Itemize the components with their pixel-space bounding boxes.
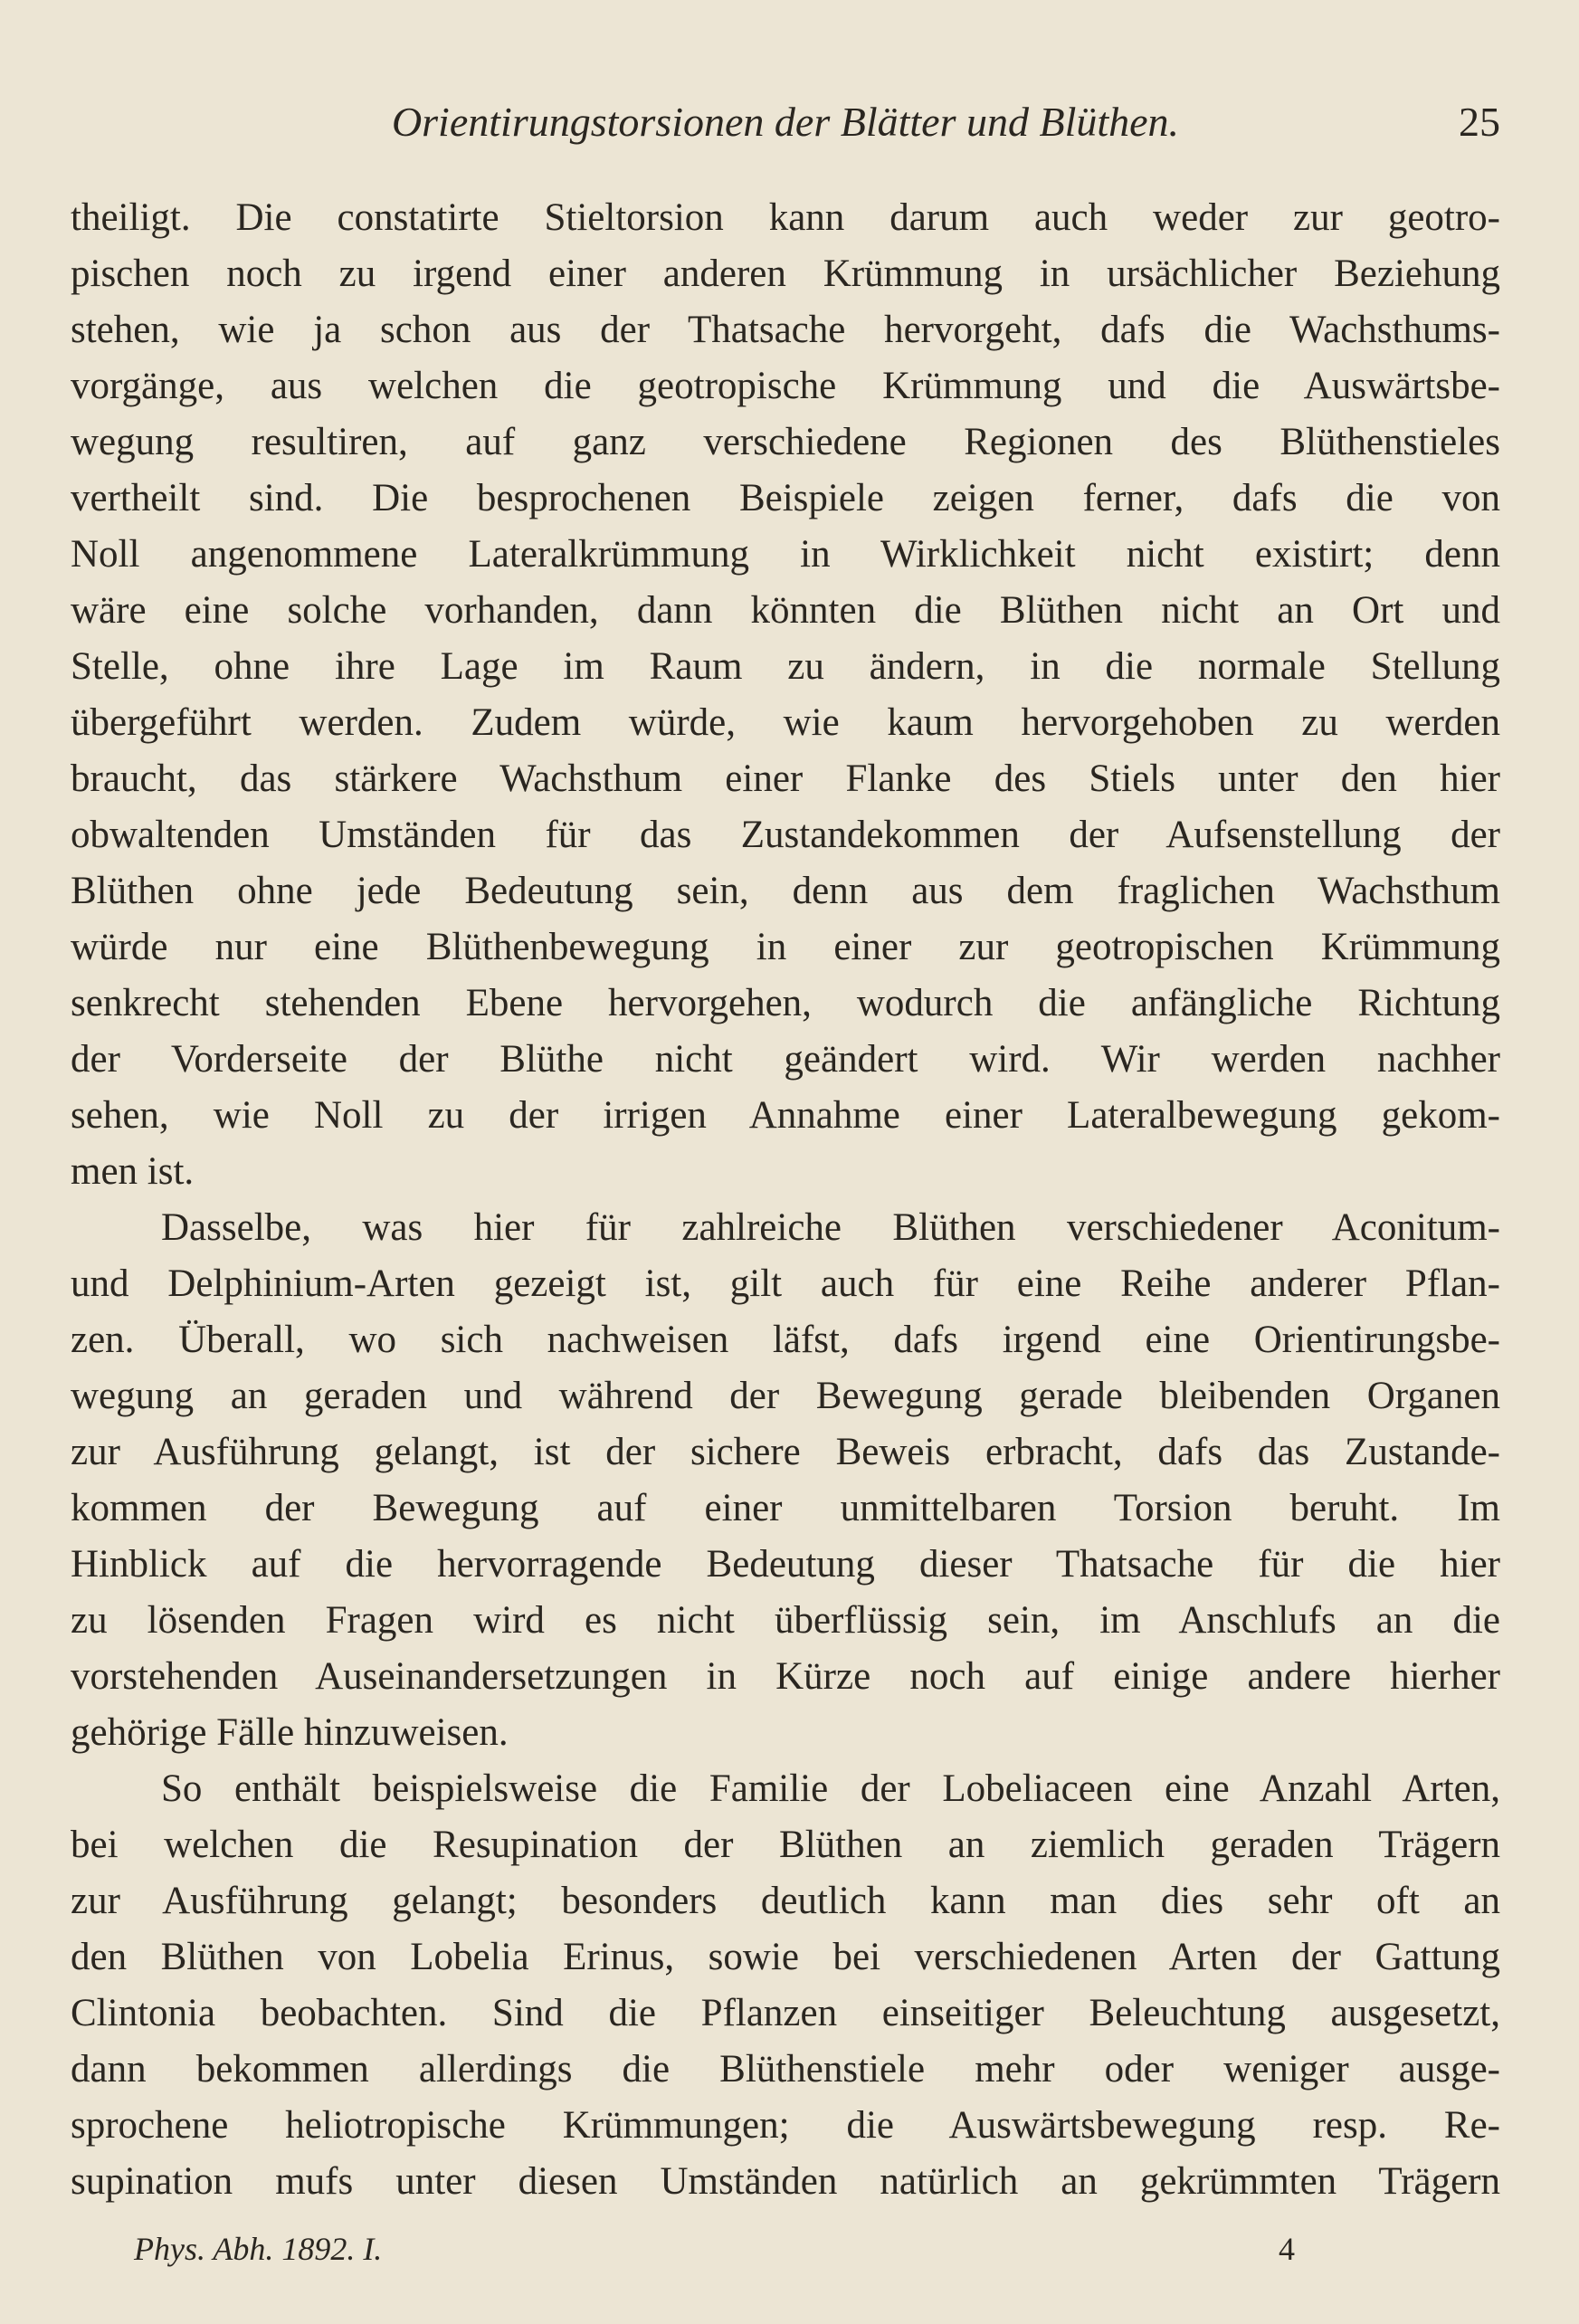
text-line: und Delphinium-Arten gezeigt ist, gilt auch für eine Reihe anderer Pflan- (71, 1262, 1500, 1305)
text-line: obwaltenden Umständen für das Zustandekommen der Aufsenstellung der (71, 814, 1500, 856)
text-line: supination mufs unter diesen Umständen natürlich an gekrümmten Trägern (71, 2160, 1500, 2203)
text-line: der Vorderseite der Blüthe nicht geändert wird. Wir werden nachher (71, 1038, 1500, 1081)
text-line: senkrecht stehenden Ebene hervorgehen, wodurch die anfängliche Richtung (71, 982, 1500, 1024)
text-line: stehen, wie ja schon aus der Thatsache hervorgeht, dafs die Wachsthums- (71, 309, 1500, 351)
text-line: So enthält beispielsweise die Familie der Lobeliaceen eine Anzahl Arten, (161, 1767, 1500, 1810)
text-line: braucht, das stärkere Wachsthum einer Flanke des Stiels unter den hier (71, 757, 1500, 800)
source-note: Phys. Abh. 1892. I. (134, 2231, 383, 2267)
running-title: Orientirungstorsionen der Blätter und Blüthen. (391, 99, 1180, 145)
text-line: vertheilt sind. Die besprochenen Beispiele zeigen ferner, dafs die von (71, 477, 1500, 519)
text-line: vorgänge, aus welchen die geotropische Krümmung und die Auswärtsbe- (71, 365, 1500, 407)
text-line: wegung an geraden und während der Bewegung gerade bleibenden Organen (71, 1375, 1500, 1417)
text-line: Blüthen ohne jede Bedeutung sein, denn aus dem fraglichen Wachsthum (71, 870, 1500, 912)
text-line: vorstehenden Auseinandersetzungen in Kürze noch auf einige andere hierher (71, 1655, 1500, 1698)
text-line: Stelle, ohne ihre Lage im Raum zu ändern, in die normale Stellung (71, 645, 1500, 688)
text-line: Noll angenommene Lateralkrümmung in Wirklichkeit nicht existirt; denn (71, 533, 1500, 576)
text-line: men ist. (71, 1150, 195, 1193)
text-line: zen. Überall, wo sich nachweisen läfst, dafs irgend eine Orientirungsbe- (71, 1319, 1500, 1361)
body-text (71, 190, 1500, 2210)
text-line: sprochene heliotropische Krümmungen; die Auswärtsbewegung resp. Re- (71, 2104, 1500, 2147)
page-number: 25 (1459, 99, 1500, 145)
running-header (71, 90, 1500, 154)
text-line: dann bekommen allerdings die Blüthenstiele mehr oder weniger ausge- (71, 2048, 1500, 2091)
text-line: den Blüthen von Lobelia Erinus, sowie bei verschiedenen Arten der Gattung (71, 1936, 1500, 1978)
text-line: Clintonia beobachten. Sind die Pflanzen einseitiger Beleuchtung ausgesetzt, (71, 1992, 1500, 2034)
text-line: pischen noch zu irgend einer anderen Krümmung in ursächlicher Beziehung (71, 252, 1500, 295)
text-line: gehörige Fälle hinzuweisen. (71, 1711, 509, 1754)
text-line: zur Ausführung gelangt; besonders deutlich kann man dies sehr oft an (71, 1880, 1500, 1922)
text-line: kommen der Bewegung auf einer unmittelbaren Torsion beruht. Im (71, 1487, 1500, 1529)
text-line: wäre eine solche vorhanden, dann könnten die Blüthen nicht an Ort und (71, 589, 1500, 632)
text-line: übergeführt werden. Zudem würde, wie kaum hervorgehoben zu werden (71, 701, 1500, 744)
text-line: zu lösenden Fragen wird es nicht überflüssig sein, im Anschlufs an die (71, 1599, 1500, 1642)
text-line: Dasselbe, was hier für zahlreiche Blüthen verschiedener Aconitum- (161, 1206, 1500, 1249)
text-line: zur Ausführung gelangt, ist der sichere Beweis erbracht, dafs das Zustande- (71, 1431, 1500, 1473)
text-line: wegung resultiren, auf ganz verschiedene Regionen des Blüthenstieles (71, 421, 1500, 463)
signature-mark: 4 (1279, 2231, 1295, 2267)
text-line: würde nur eine Blüthenbewegung in einer zur geotropischen Krümmung (71, 926, 1500, 968)
text-line: theiligt. Die constatirte Stieltorsion kann darum auch weder zur geotro- (71, 196, 1500, 239)
text-line: sehen, wie Noll zu der irrigen Annahme einer Lateralbewegung gekom- (71, 1094, 1500, 1137)
text-line: bei welchen die Resupination der Blüthen an ziemlich geraden Trägern (71, 1824, 1500, 1866)
text-line: Hinblick auf die hervorragende Bedeutung dieser Thatsache für die hier (71, 1543, 1500, 1586)
page-footer (134, 2222, 1310, 2276)
